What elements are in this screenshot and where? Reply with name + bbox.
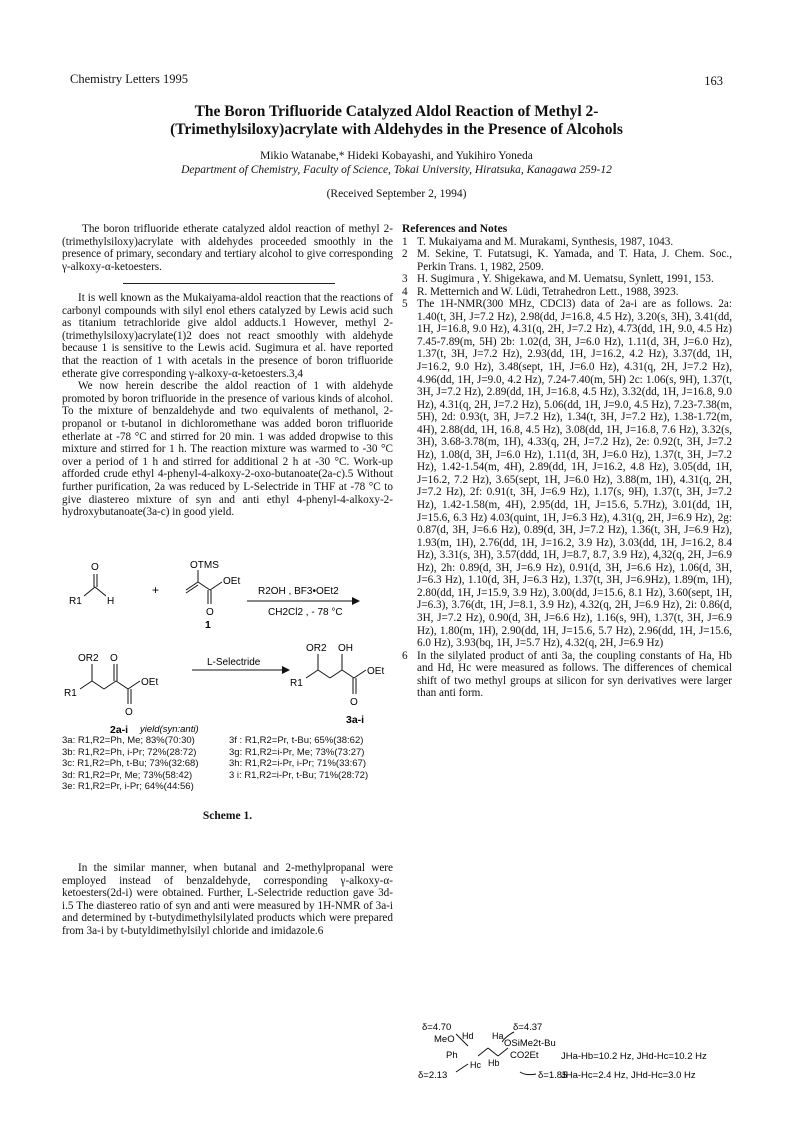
condition-3b: 3b: R1,R2=Ph, i-Pr; 72%(28:72) [62, 746, 197, 758]
shift-2-13: δ=2.13 [418, 1070, 448, 1081]
product2-oet: OEt [141, 677, 159, 688]
title-line-2: (Trimethylsiloxy)acrylate with Aldehydes in the Presence of Alcohols [170, 121, 623, 138]
aldehyde-oxygen: O [91, 562, 99, 573]
conditions-top: CH2Cl2 , - 78 °C [268, 607, 343, 618]
abstract: The boron trifluoride etherate catalyzed aldol reaction of methyl 2-(trimethylsiloxy)acrylate with aldehydes proceeded smoothly in the presence of primary, secondary and tertiary alcohol to give corresponding γ-alkoxy-α-ketoesters. [62, 223, 393, 273]
reference-number: 1 [402, 235, 408, 248]
reagents-top: R2OH , BF3•OEt2 [258, 586, 339, 597]
reference-text: H. Sugimura , Y. Shigekawa, and M. Uematsu, Synlett, 1991, 153. [417, 273, 714, 286]
product2-r1: R1 [64, 688, 77, 699]
reagent-bottom: L-Selectride [207, 657, 261, 668]
reference-2 [402, 248, 732, 273]
reference-1 [402, 236, 732, 249]
affiliation: Department of Chemistry, Faculty of Science, Tokai University, Hiratsuka, Kanagawa 259-12 [181, 164, 612, 176]
coupling-constants-1: JHa-Hb=10.2 Hz, JHd-Hc=10.2 Hz [561, 1051, 707, 1062]
product3-ester-o: O [350, 697, 358, 708]
reference-number: 5 [402, 298, 408, 311]
page-number: 163 [704, 74, 723, 88]
otms-label: OTMS [190, 560, 219, 571]
reference-text: T. Mukaiyama and M. Murakami, Synthesis, 1987, 1043. [417, 235, 674, 248]
compound-3-label: 3a-i [346, 714, 365, 726]
references-section [402, 223, 732, 700]
oet-label-1: OEt [223, 576, 241, 587]
body-text-2 [62, 862, 393, 938]
yield-note: yield(syn:anti) [140, 724, 199, 735]
condition-3i: 3 i: R1,R2=i-Pr, t-Bu; 71%(28:72) [229, 769, 369, 781]
scheme-caption: Scheme 1. [202, 810, 253, 822]
arrow-head-bottom [282, 666, 290, 674]
condition-3e: 3e: R1,R2=Pr, i-Pr; 64%(44:56) [62, 781, 194, 792]
conditions-left-column [62, 735, 227, 793]
arrow-head-top [352, 597, 360, 605]
reference-number: 2 [402, 248, 408, 261]
reference-4 [402, 286, 732, 299]
condition-3c: 3c: R1,R2=Ph, t-Bu; 73%(32:68) [62, 758, 199, 769]
abstract-block [62, 223, 393, 273]
received-date: (Received September 2, 1994) [326, 188, 467, 200]
ha-label: Ha [492, 1031, 504, 1041]
reference-text: R. Metternich and W. Lüdi, Tetrahedron Lett., 1988, 3923. [417, 285, 679, 298]
condition-3h: 3h: R1,R2=i-Pr, i-Pr; 71%(33:67) [229, 758, 367, 769]
ref6-structure [416, 1022, 726, 1084]
condition-3g: 3g: R1,R2=i-Pr, Me; 73%(73:27) [229, 746, 365, 758]
hc-label: Hc [470, 1060, 481, 1070]
condition-3d: 3d: R1,R2=Pr, Me; 73%(58:42) [62, 769, 193, 781]
plus-sign: + [152, 583, 160, 597]
scheme-1-diagram [62, 556, 393, 736]
conditions-right-column [229, 735, 393, 781]
paper-title [90, 103, 703, 139]
running-head: Chemistry Letters 1995 [70, 72, 189, 86]
condition-3f: 3f : R1,R2=Pr, t-Bu; 65%(38:62) [229, 735, 364, 746]
body-paragraph-3: In the similar manner, when butanal and 2-methylpropanal were employed instead of benzaldehyde, corresponding γ-alkoxy-α-ketoesters(2d-i) were obtained. Further, L-Selectride reduction gave 3d-i.5 The diastereo ratio of syn and anti were measured by 1H-NMR of 3a-i and determined by t-butydimethylsilylated products which were prepared from 3a-i by t-butyldimethylsilyl chloride and imidazole.6 [62, 862, 393, 937]
product3-oh: OH [338, 643, 353, 654]
product2-ester-o: O [125, 707, 133, 718]
hb-label: Hb [488, 1058, 500, 1068]
shift-1-85: δ=1.85 [538, 1070, 568, 1081]
body-paragraph-2: We now herein describe the aldol reaction of 1 with aldehyde promoted by boron trifluoride in the presence of various kinds of alcohol. To the mixture of benzaldehyde and two equivalents of methanol, 2-propanol or t-butanol in dichloromethane was added boron trifluoride etherlate at -78 °C and stirred for 20 min. 1 was added dropwise to this mixture and stirred for 1 h. The reaction mixture was warmed to -30 °C over a period of 1 h and stirred for additional 2 h at -30 °C. Work-up afforded crude ethyl 4-phenyl-4-alkoxy-2-oxo-butanoate(2a-c).5 Without further purification, 2a was reduced by L-Selectride in THF at -78 °C to give diastereo mixture of syn and anti ethyl 4-phenyl-4-alkoxy-2-hydroxybutanoate(3a-c) in good yield. [62, 380, 393, 519]
hd-label: Hd [462, 1031, 474, 1041]
condition-3a: 3a: R1,R2=Ph, Me; 83%(70:30) [62, 735, 195, 746]
body-paragraph-1: It is well known as the Mukaiyama-aldol reaction that the reactions of carbonyl compounds with silyl enol ethers catalyzed by Lewis acid such as titanium tetrachloride give aldol adducts.1 However, methyl 2-(trimethylsiloxy)acrylate(1)2 does not react smoothly with aldehyde because 1 is sensitive to the Lewis acid. Sugimura et al. have reported that the reaction of 1 with acetals in the presence of boron trifluoride etherate give corresponding γ-alkoxy-α-ketoesters.3,4 [62, 292, 393, 380]
osi-label: OSiMe2t-Bu [504, 1038, 556, 1049]
product3-r1: R1 [290, 678, 303, 689]
ester-oxygen-1: O [206, 607, 214, 618]
title-line-1: The Boron Trifluoride Catalyzed Aldol Reaction of Methyl 2- [194, 103, 599, 120]
ph-label: Ph [446, 1050, 458, 1061]
product3-oet: OEt [367, 666, 385, 677]
reference-number: 6 [402, 649, 408, 662]
body-text [62, 292, 393, 519]
reference-text: M. Sekine, T. Futatsugi, K. Yamada, and T. Hata, J. Chem. Soc., Perkin Trans. 1, 1982, 2509. [417, 248, 732, 273]
aldehyde-h: H [107, 596, 115, 607]
reference-text: In the silylated product of anti 3a, the coupling constants of Ha, Hb and Hd, Hc were measured as follows. The differences of chemical shift of two methyl groups at silicon for syn derivatives were larger than anti form. [417, 649, 732, 700]
co2et-label: CO2Et [510, 1050, 539, 1061]
compound-1-label: 1 [205, 619, 211, 631]
shift-4-70: δ=4.70 [422, 1022, 452, 1033]
aldehyde-r1: R1 [69, 596, 82, 607]
coupling-constants-2: JHa-Hc=2.4 Hz, JHd-Hc=3.0 Hz [561, 1070, 696, 1081]
product3-or2: OR2 [306, 643, 327, 654]
compound-2-label: 2a-i [110, 724, 129, 736]
meo-label: MeO [434, 1034, 455, 1045]
reference-5 [402, 298, 732, 649]
reference-6 [402, 650, 732, 700]
reference-number: 3 [402, 273, 408, 286]
reference-3 [402, 273, 732, 286]
authors: Mikio Watanabe,* Hideki Kobayashi, and Yukihiro Yoneda [260, 150, 533, 162]
abstract-rule [123, 283, 335, 284]
shift-4-37: δ=4.37 [513, 1022, 543, 1033]
references-heading: References and Notes [402, 223, 508, 235]
reference-number: 4 [402, 285, 408, 298]
product2-ketone-o: O [110, 653, 118, 664]
reference-text: The 1H-NMR(300 MHz, CDCl3) data of 2a-i are as follows. 2a: 1.40(t, 3H, J=7.2 Hz), 2.98(dd, J=16.8, 4.5 Hz), 3.20(s, 3H), 3.41(dd, 1H, J=16.8, 9.0 Hz), 4.31(q, 2H, J=7.2 Hz), 4.73(dd, 1H, 9.0, 4.5 Hz) 7.45-7.89(m, 5H) 2b: 1.02(d, 3H, J=6.0 Hz), 1.11(d, 3H, J=6.0 Hz), 1.37(t, 3H, J=7.2 Hz), 2.93(dd, 1H, J=16.2, 4.2 Hz), 3.37(dd, 1H, J=16.2, 9.0 Hz), 3.48(sept, 1H, J=6.0 Hz), 4.31(q, 2H, J=7.2 Hz), 4.96(dd, 1H, J=9.0, 4.2 Hz), 7.24-7.40(m, 5H) 2c: 1.06(s, 9H), 1.37(t, 3H, J=7.2 Hz), 2.89(dd, 1H, J=16.8, 4.5 Hz), 3.32(dd, 1H, J=16.8, 9.0 Hz), 4.31(q, 2H, J=7.2 Hz), 5.06(dd, 1H, J=9.0, 4.5 Hz), 7.23-7.38(m, 5H), 2d: 0.93(t, 3H, J=7.2 Hz), 1.34(t, 3H, J=7.2 Hz), 1.38-1.72(m, 4H), 2.88(dd, 1H, 16.8, 4.5 Hz), 3.08(dd, 1H, J=16.8, 7.6 Hz), 3.32(s, 3H), 3.68-3.78(m, 1H), 4.33(q, 2H, J=7.2 Hz), 2e: 0.92(t, 3H, J=7.2 Hz), 1.08(d, 3H, J=6.0 Hz), 1.11(d, 3H, J=6.0 Hz), 1.37(t, 3H, J=7.2 Hz), 1.42-1.54(m, 4H), 2.89(dd, 1H, J=16.2, 4.8 Hz), 3.05(dd, 1H, J=16.2, 7.2 Hz), 3.65(sept, 1H, J=6.0 Hz), 3.88(m, 1H), 4.31(q, 2H, J=7.2 Hz), 2f: 0.91(t, 3H, J=6.9 Hz), 1.17(s, 9H), 1.37(t, 3H, J=7.2 Hz), 1.42-1.58(m, 4H), 2.95(dd, 1H, J=15.6, 5.7Hz), 3.01(dd, 1H, J=15.6, 6.3 Hz) 4.03(quint, 1H, J=6.3 Hz), 4.31(q, 2H, J=6.9 Hz), 2g: 0.87(d, 3H, J=6.6 Hz), 0.89(d, 3H, J=7.2 Hz), 1.36(t, 3H, J=6.9 Hz), 1.93(m, 1H), 2.76(dd, 1H, J=16.2, 3.9 Hz), 3.03(dd, 1H, J=16.2, 8.4 Hz), 3.31(s, 3H), 3.57(ddd, 1H, J=8.7, 8.7, 3.9 Hz), 4,32(q, 2H, J=6.9 Hz), 2h: 0.89(d, 3H, J=6.9 Hz), 0.91(d, 3H, J=6.6 Hz), 1.06(d, 3H, J=6.3 Hz), 1.10(d, 3H, J=6.3 Hz), 1.37(t, 3H, J=6.9Hz), 1.89(m, 1H), 2.80(dd, 1H, J=15.9, 3.9 Hz), 3.00(dd, J=15.6, 8.1 Hz), 3.60(sept, 1H, J=6.3), 3.76(dt, 1H, J=8.1, 3.9 Hz), 4.32(q, 2H, J=6.9 Hz), 2i: 0.86(d, 3H, J=7.2 Hz), 0.90(d, 3H, J=6.6 Hz), 1.16(s, 9H), 1.37(t, 3H, J=6.9 Hz), 1.80(m, 1H), 2.90(dd, 1H, J=15.6, 5.7 Hz), 2.96(dd, 1H, J=15.6, 6.0 Hz), 3.93(bq, 1H, J=5.7 Hz), 4.32(q, 2H, J=6.9 Hz) [417, 298, 732, 650]
product2-or2: OR2 [78, 653, 99, 664]
